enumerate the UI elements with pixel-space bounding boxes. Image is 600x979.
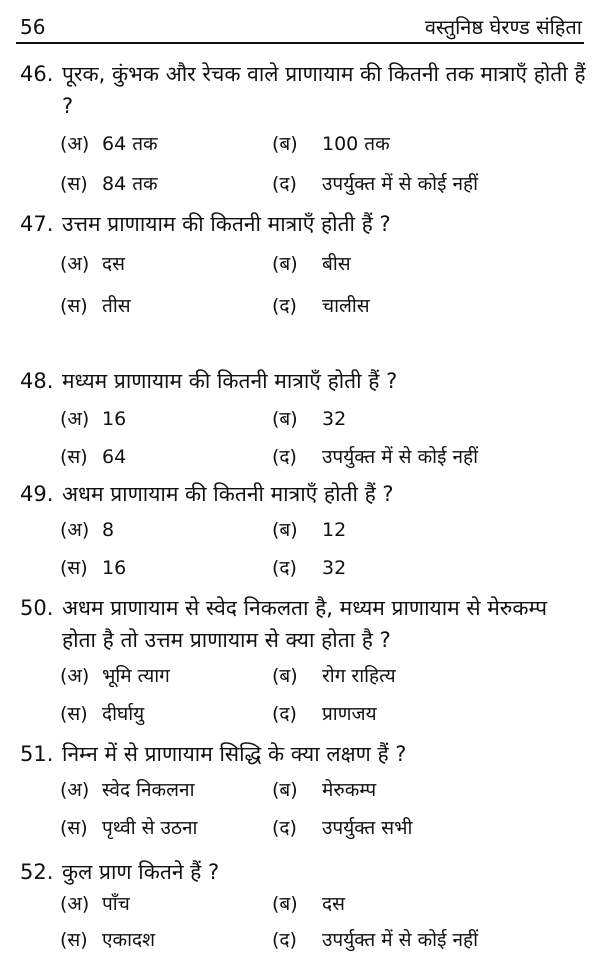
option-text: तीस <box>102 295 131 317</box>
question-text: निम्न में से प्राणायाम सिद्धि के क्या लक्षण हैं ? <box>62 742 407 766</box>
option-tag: (अ) <box>60 133 90 155</box>
option-tag: (अ) <box>60 519 90 541</box>
question-46 <box>0 58 600 206</box>
question-48 <box>0 365 600 479</box>
option-d <box>272 288 370 324</box>
option-d <box>272 696 377 732</box>
option-a <box>60 658 170 694</box>
option-tag: (द) <box>272 703 297 725</box>
option-tag: (अ) <box>60 779 90 801</box>
option-b <box>272 126 390 162</box>
question-text: मध्यम प्राणायाम की कितनी मात्राएँ होती हैं ? <box>62 369 398 393</box>
option-text: 64 तक <box>102 133 158 155</box>
question-number: 48. <box>20 369 54 393</box>
option-tag: (द) <box>272 929 297 951</box>
option-tag: (स) <box>60 557 88 579</box>
option-c <box>60 166 158 202</box>
option-d <box>272 810 412 846</box>
question-47 <box>0 208 600 328</box>
book-title: वस्तुनिष्ठ घेरण्ड संहिता <box>424 15 582 39</box>
question-text: अधम प्राणायाम से स्वेद निकलता है, मध्यम प्राणायाम से मेरुकम्प होता है तो उत्तम प्राणायाम से क्या होता है ? <box>62 596 548 652</box>
question-number: 46. <box>20 62 54 86</box>
question-text: अधम प्राणायाम की कितनी मात्राएँ होती हैं ? <box>62 482 394 506</box>
option-d <box>272 922 478 958</box>
option-c <box>60 810 197 846</box>
option-c <box>60 696 144 732</box>
option-b <box>272 772 376 808</box>
option-tag: (ब) <box>272 893 298 915</box>
option-tag: (ब) <box>272 779 298 801</box>
question-number: 47. <box>20 212 54 236</box>
option-text: उपर्युक्त में से कोई नहीं <box>322 929 478 951</box>
option-tag: (अ) <box>60 893 90 915</box>
option-d <box>272 166 478 202</box>
option-text: 84 तक <box>102 173 158 195</box>
question-51 <box>0 738 600 850</box>
option-text: 8 <box>102 519 115 541</box>
option-c <box>60 922 155 958</box>
option-d <box>272 439 478 475</box>
question-number: 51. <box>20 742 54 766</box>
option-text: दस <box>322 893 345 915</box>
option-a <box>60 246 125 282</box>
option-a <box>60 512 114 548</box>
option-tag: (ब) <box>272 253 298 275</box>
option-text: भूमि त्याग <box>102 665 170 687</box>
option-tag: (द) <box>272 173 297 195</box>
question-text: उत्तम प्राणायाम की कितनी मात्राएँ होती हैं ? <box>62 212 391 236</box>
option-c <box>60 288 131 324</box>
question-number: 52. <box>20 860 54 884</box>
option-text: दीर्घायु <box>102 703 145 725</box>
option-text: चालीस <box>322 295 370 317</box>
option-a <box>60 772 195 808</box>
option-text: पृथ्वी से उठना <box>102 817 198 839</box>
option-c <box>60 550 126 586</box>
option-text: प्राणजय <box>322 703 377 725</box>
option-tag: (स) <box>60 929 88 951</box>
option-text: उपर्युक्त में से कोई नहीं <box>322 173 478 195</box>
option-text: 12 <box>322 519 347 541</box>
option-a <box>60 126 158 162</box>
question-text: कुल प्राण कितने हैं ? <box>62 860 220 884</box>
option-tag: (स) <box>60 173 88 195</box>
question-number: 50. <box>20 596 54 620</box>
option-a <box>60 886 130 922</box>
option-b <box>272 886 345 922</box>
option-text: 100 तक <box>322 133 390 155</box>
option-text: 64 <box>102 446 127 468</box>
option-b <box>272 512 346 548</box>
option-text: उपर्युक्त में से कोई नहीं <box>322 446 478 468</box>
option-text: बीस <box>322 253 351 275</box>
question-number: 49. <box>20 482 54 506</box>
option-tag: (अ) <box>60 665 90 687</box>
option-tag: (स) <box>60 817 88 839</box>
option-tag: (द) <box>272 557 297 579</box>
option-tag: (स) <box>60 295 88 317</box>
option-d <box>272 550 346 586</box>
option-text: 16 <box>102 408 127 430</box>
option-text: पाँच <box>102 893 130 915</box>
option-text: उपर्युक्त सभी <box>322 817 413 839</box>
option-tag: (ब) <box>272 665 298 687</box>
option-text: एकादश <box>102 929 156 951</box>
option-tag: (स) <box>60 446 88 468</box>
option-tag: (द) <box>272 295 297 317</box>
option-text: 32 <box>322 408 347 430</box>
option-tag: (ब) <box>272 408 298 430</box>
option-c <box>60 439 126 475</box>
option-text: मेरुकम्प <box>322 779 377 801</box>
question-49 <box>0 478 600 590</box>
option-tag: (स) <box>60 703 88 725</box>
option-b <box>272 246 351 282</box>
option-tag: (द) <box>272 446 297 468</box>
option-b <box>272 401 346 437</box>
option-tag: (ब) <box>272 133 298 155</box>
page-number: 56 <box>20 15 46 39</box>
option-text: 32 <box>322 557 347 579</box>
option-text: दस <box>102 253 125 275</box>
page-header <box>16 14 584 44</box>
option-tag: (ब) <box>272 519 298 541</box>
question-52 <box>0 856 600 962</box>
option-text: रोग राहित्य <box>322 665 396 687</box>
option-a <box>60 401 126 437</box>
option-b <box>272 658 396 694</box>
question-text: पूरक, कुंभक और रेचक वाले प्राणायाम की कितनी तक मात्राएँ होती हैं ? <box>62 62 586 118</box>
option-text: 16 <box>102 557 127 579</box>
option-text: स्वेद निकलना <box>102 779 195 801</box>
option-tag: (अ) <box>60 408 90 430</box>
option-tag: (अ) <box>60 253 90 275</box>
option-tag: (द) <box>272 817 297 839</box>
question-50 <box>0 592 600 736</box>
